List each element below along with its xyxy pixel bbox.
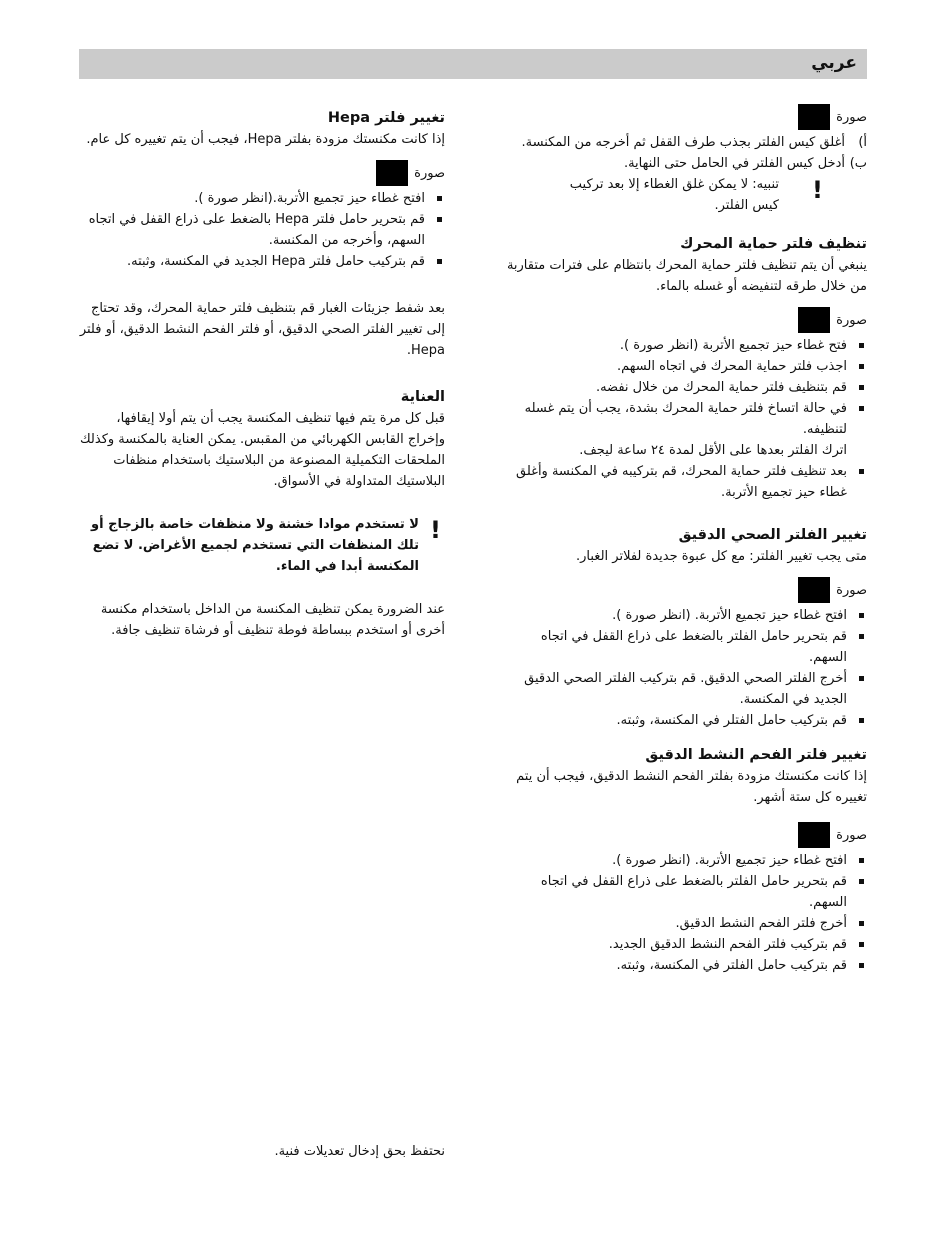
bullet-list: [504, 605, 867, 731]
figure-ref: [504, 822, 867, 848]
step-text: أدخل كيس الفلتر في الحامل حتى النهاية.: [623, 156, 845, 171]
list-item: قم بتركيب فلتر الفحم النشط الدقيق الجديد.: [504, 934, 867, 955]
list-item: [504, 132, 867, 153]
bullet-list: [504, 335, 867, 440]
paragraph: قبل كل مرة يتم فيها تنظيف المكنسة يجب أن يتم أولا إيقافها، وإخراج القابس الكهربائي من المقبس. يمكن العناية بالمكنسة وكذلك الملحقات التكميلية المصنوعة من البلاستيك باستخدام منظفات البلاستيك المتداولة في الأسواق.: [79, 411, 445, 489]
list-item: اجذب فلتر حماية المحرك في اتجاه السهم.: [504, 356, 867, 377]
bullet-list: [504, 461, 867, 503]
figure-ref: [504, 307, 867, 333]
language-label: عربي: [811, 53, 857, 73]
left-column: [79, 108, 445, 641]
footer-note: نحتفظ بحق إدخال تعديلات فنية.: [274, 1144, 445, 1159]
list-item: افتح غطاء حيز تجميع الأتربة.(انظر صورة ).: [79, 188, 445, 209]
figure-label: صورة: [836, 109, 867, 125]
figure-number-box: [798, 577, 830, 603]
language-header-bar: [79, 49, 867, 79]
warning-icon: !: [812, 176, 823, 204]
paragraph: بعد شفط جزيئات الغبار قم بتنظيف فلتر حماية المحرك، وقد تحتاج إلى تغيير الفلتر الصحي الدقيق، أو فلتر الفحم النشط الدقيق، أو فلتر Hepa.: [79, 301, 445, 358]
paragraph: إذا كانت مكنستك مزودة بفلتر الفحم النشط الدقيق، فيجب أن يتم تغييره كل ستة أشهر.: [516, 769, 867, 805]
list-item: فتح غطاء حيز تجميع الأتربة (انظر صورة ).: [504, 335, 867, 356]
list-item: قم بتنظيف فلتر حماية المحرك من خلال نفضه.: [504, 377, 867, 398]
warning-note: [79, 514, 445, 577]
section-heading: تغيير فلتر الفحم النشط الدقيق: [645, 747, 867, 763]
list-item: قم بتركيب حامل فلتر Hepa الجديد في المكنسة، وثبته.: [79, 251, 445, 272]
figure-label: صورة: [836, 827, 867, 843]
section-heading: العناية: [400, 389, 445, 405]
paragraph: ينبغي أن يتم تنظيف فلتر حماية المحرك بانتظام على فترات متقاربة من خلال طرقه لتنفيضه أو غسله بالماء.: [506, 258, 867, 294]
figure-number-box: [798, 104, 830, 130]
section-heading: تغيير الفلتر الصحي الدقيق: [678, 527, 867, 543]
figure-ref: [504, 104, 867, 130]
right-column: [504, 104, 867, 976]
bullet-list: [504, 850, 867, 976]
list-item: افتح غطاء حيز تجميع الأتربة. (انظر صورة ).: [504, 850, 867, 871]
paragraph: متى يجب تغيير الفلتر: مع كل عبوة جديدة لفلاتر الغبار.: [576, 549, 867, 564]
list-item: في حالة اتساخ فلتر حماية المحرك بشدة، يجب أن يتم غسله لتنظيفه.: [504, 398, 867, 440]
list-item: افتح غطاء حيز تجميع الأتربة. (انظر صورة ).: [504, 605, 867, 626]
list-item: أخرج الفلتر الصحي الدقيق. قم بتركيب الفلتر الصحي الدقيق الجديد في المكنسة.: [504, 668, 867, 710]
section-heading: تنظيف فلتر حماية المحرك: [680, 236, 867, 252]
figure-label: صورة: [414, 165, 445, 181]
warning-note: [539, 174, 827, 216]
paragraph: إذا كانت مكنستك مزودة بفلتر Hepa، فيجب أن يتم تغييره كل عام.: [86, 132, 445, 147]
warning-text: تنبيه: لا يمكن غلق الغطاء إلا بعد تركيب كيس الفلتر.: [569, 177, 779, 213]
list-item: قم بتحرير حامل فلتر Hepa بالضغط على ذراع القفل في اتجاه السهم، وأخرجه من المكنسة.: [79, 209, 445, 251]
figure-label: صورة: [836, 582, 867, 598]
figure-ref: [79, 160, 445, 186]
list-item: [504, 153, 867, 174]
bag-steps: [504, 132, 867, 174]
step-text: أغلق كيس الفلتر بجذب طرف القفل ثم أخرجه من المكنسة.: [521, 135, 845, 150]
note-line: اترك الفلتر بعدها على الأقل لمدة ٢٤ ساعة ليجف.: [579, 443, 847, 458]
list-item: قم بتركيب حامل الفتلر في المكنسة، وثبته.: [504, 710, 867, 731]
figure-ref: [504, 577, 867, 603]
list-item: قم بتحرير حامل الفلتر بالضغط على ذراع القفل في اتجاه السهم.: [504, 626, 867, 668]
bullet-list: [79, 188, 445, 272]
paragraph: عند الضرورة يمكن تنظيف المكنسة من الداخل باستخدام مكنسة أخرى أو استخدم ببساطة فوطة تنظيف أو فرشاة تنظيف جافة.: [100, 602, 445, 638]
warning-text: لا تستخدم موادا خشنة ولا منظفات خاصة بالزجاج أو تلك المنظفات التي تستخدم لجميع الأغراض. لا تضع المكنسة أبدا في الماء.: [91, 517, 419, 574]
list-item: أخرج فلتر الفحم النشط الدقيق.: [504, 913, 867, 934]
list-item: قم بتحرير حامل الفلتر بالضغط على ذراع القفل في اتجاه السهم.: [504, 871, 867, 913]
figure-number-box: [798, 307, 830, 333]
section-heading: تغيير فلتر Hepa: [327, 110, 445, 126]
step-marker: أ): [858, 135, 867, 150]
list-item: قم بتركيب حامل الفلتر في المكنسة، وثبته.: [504, 955, 867, 976]
list-item: بعد تنظيف فلتر حماية المحرك، قم بتركيبه في المكنسة وأغلق غطاء حيز تجميع الأتربة.: [504, 461, 867, 503]
figure-number-box: [376, 160, 408, 186]
warning-icon: !: [430, 516, 441, 544]
figure-number-box: [798, 822, 830, 848]
step-marker: ب): [849, 156, 867, 171]
figure-label: صورة: [836, 312, 867, 328]
